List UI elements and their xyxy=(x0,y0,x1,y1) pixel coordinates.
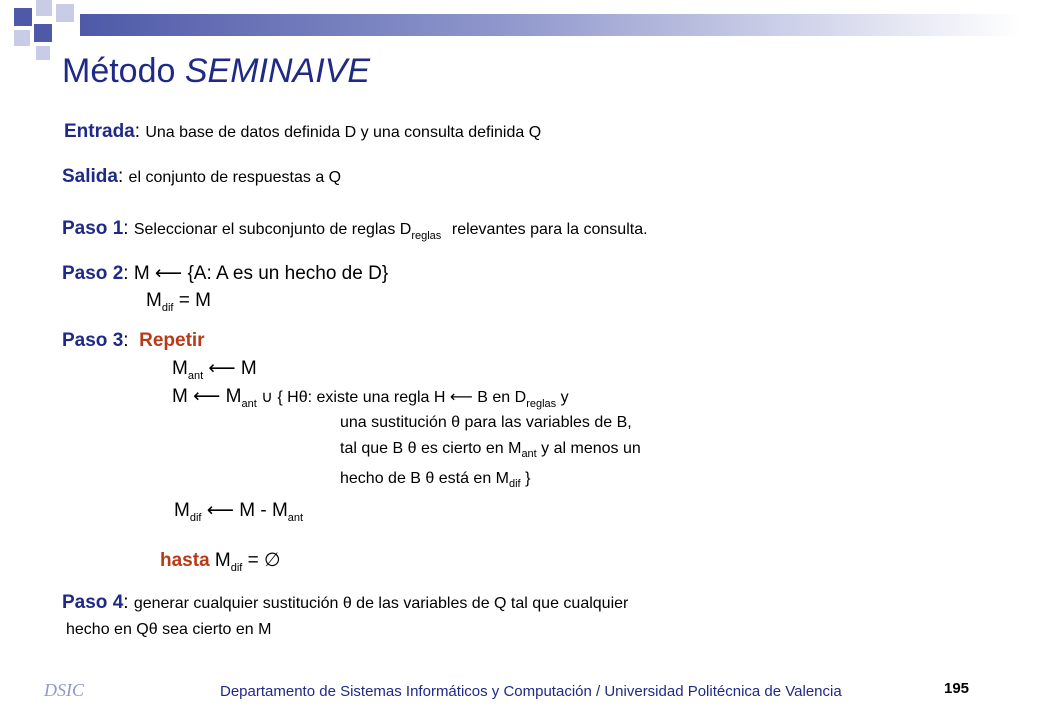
square-3 xyxy=(56,4,74,22)
square-2 xyxy=(36,0,52,16)
page-number: 195 xyxy=(944,680,970,697)
paso4-line1: Paso 4: generar cualquier sustitución θ de las variables de Q tal que cualquier xyxy=(62,592,629,613)
dsic-logo xyxy=(40,676,110,704)
square-5 xyxy=(34,24,52,42)
paso3-line4: tal que B θ es cierto en $M_{ant}$ y al menos un xyxy=(340,440,641,461)
paso3-line5: hecho de B θ está en $M_{dif}$ } xyxy=(340,470,531,491)
header-gradient-bar xyxy=(80,14,1020,36)
square-6 xyxy=(36,46,50,60)
paso3-header: Paso 3: Repetir xyxy=(62,330,205,351)
entrada-line: Entrada: Una base de datos definida D y una consulta definida Q xyxy=(64,121,542,142)
paso3-line2: M ⟵ $M_{ant}$ ∪ { Hθ: existe una regla H ⟵ B en $D_{reglas}$ y xyxy=(172,386,569,410)
paso3-line6: $M_{dif}$ ⟵ M - $M_{ant}$ xyxy=(174,500,304,524)
footer-department: Departamento de Sistemas Informáticos y Computación / Universidad Politécnica de Valencia xyxy=(220,683,842,700)
svg-text:DSIC: DSIC xyxy=(44,680,84,700)
square-1 xyxy=(14,8,32,26)
paso3-line3: una sustitución θ para las variables de B, xyxy=(340,414,632,431)
square-4 xyxy=(14,30,30,46)
paso2-line2: $M_{dif} = M$ xyxy=(146,290,211,314)
paso3-hasta: hasta $M_{dif}$ = ∅ xyxy=(160,550,281,574)
paso2-line1: Paso 2: M ⟵ {A: A es un hecho de D} xyxy=(62,263,389,284)
paso1-line: Paso 1: Seleccionar el subconjunto de reglas $D_{reglas}$ relevantes para la consulta. xyxy=(62,218,648,242)
paso4-line2: hecho en Qθ sea cierto en M xyxy=(66,621,272,638)
salida-line: Salida: el conjunto de respuestas a Q xyxy=(62,166,342,187)
paso3-line1: $M_{ant}$ ⟵ M xyxy=(172,358,257,382)
slide-title: Método SEMINAIVE xyxy=(62,52,371,90)
